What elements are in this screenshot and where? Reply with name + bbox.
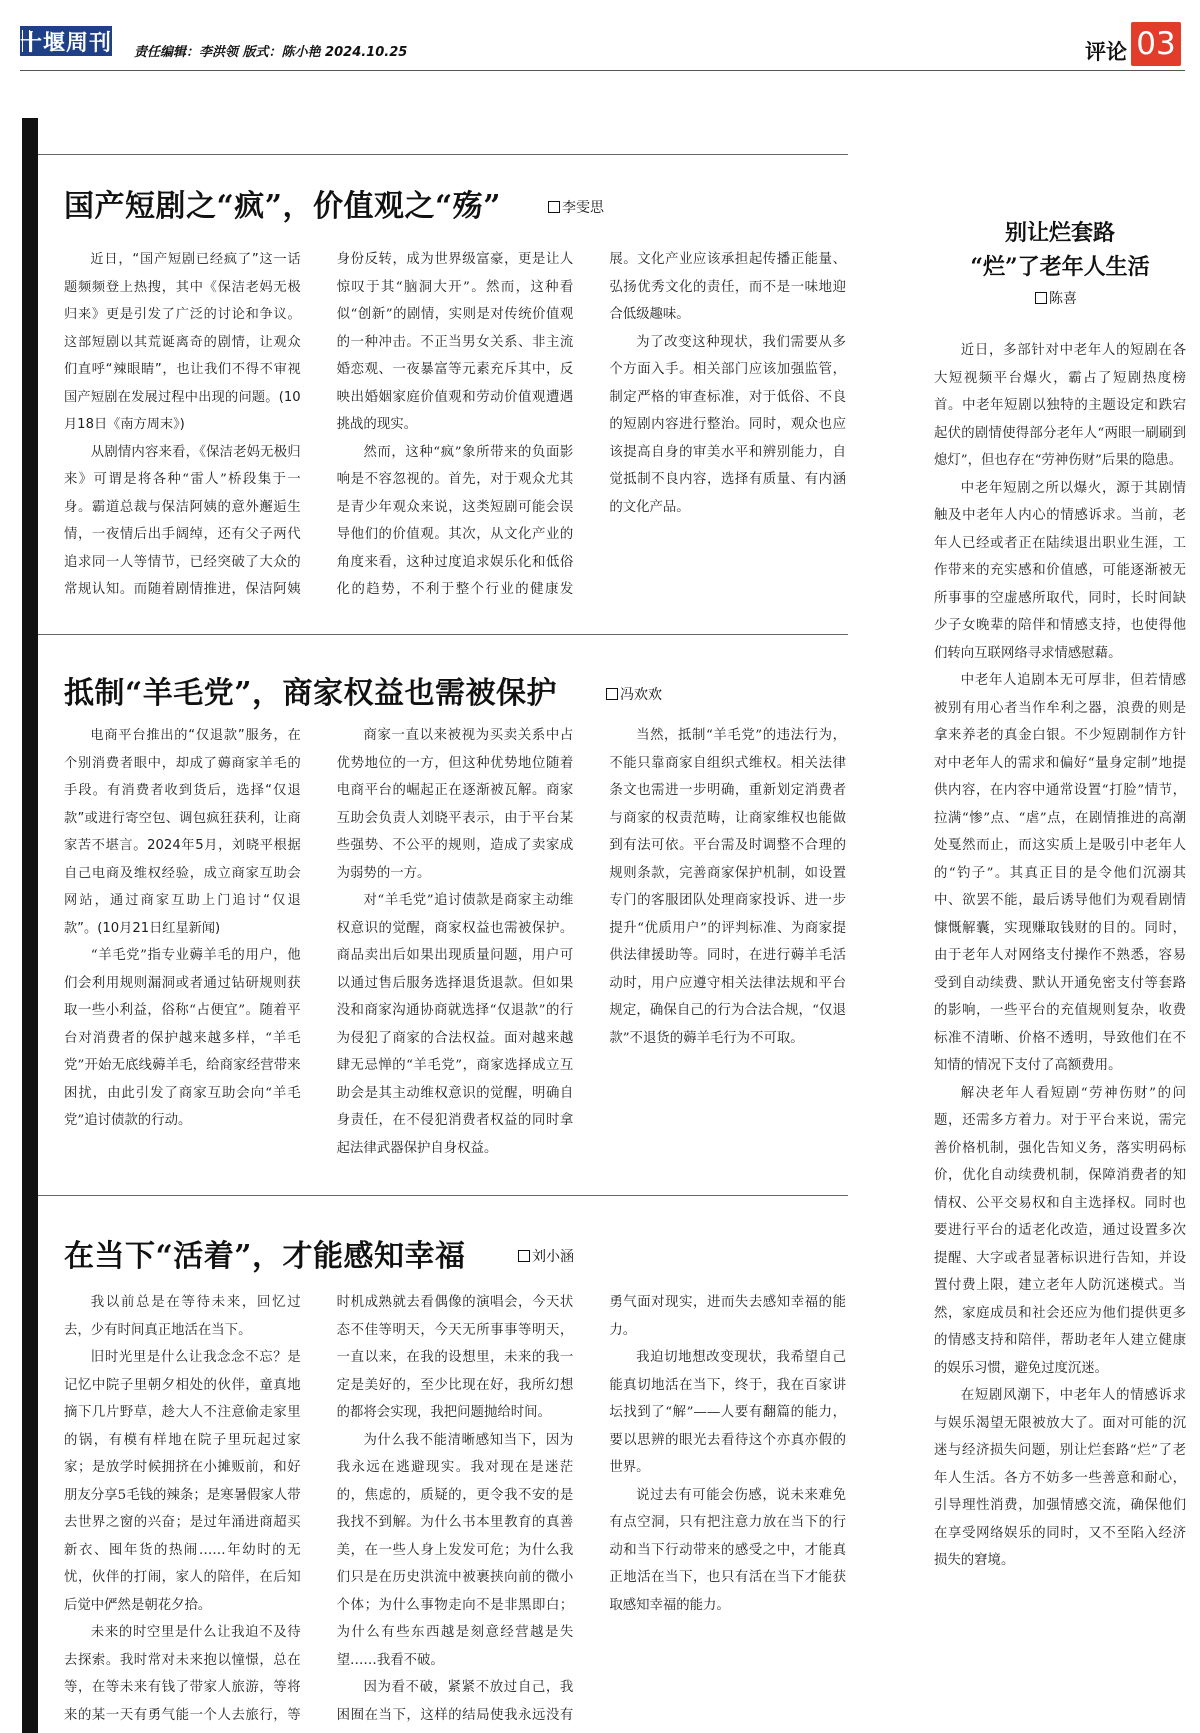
article-2-byline (606, 684, 662, 704)
sidebar-paragraph: 中老年人追剧本无可厚非，但若情感被别有用心者当作牟利之器，浪费的则是拿来养老的真金白银。不少短剧制作方针对中老年人的需求和偏好“量身定制”地提供内容，在内容中通常设置“打脸”情节，拉满“惨”点、“虐”点，在剧情推进的高潮处戛然而止，而这实质上是吸引中老年人的“钓子”。其真正目的是令他们沉溺其中、欲罢不能，最后诱导他们为观看剧情慷慨解囊，实现赚取钱财的目的。同时，由于老年人对网络支付操作不熟悉，容易受到自动续费、默认开通免密支付等套路的影响，一些平台的充值规则复杂，收费标准不清晰、价格不透明，导致他们在不知情的情况下支付了高额费用。 (934, 673, 1186, 1073)
byline-box-icon (1035, 292, 1047, 304)
byline-box-icon (548, 201, 560, 213)
sidebar-title-line-2: “烂”了老年人生活 (970, 254, 1150, 280)
article-3-title: 在当下“活着”，才能感知幸福 (64, 1239, 466, 1274)
article-2-body (64, 722, 846, 1167)
masthead-logo (20, 26, 112, 56)
article-2-paragraph: 当然，抵制“羊毛党”的违法行为，不能只靠商家自组织式维权。相关法律条文也需进一步明确，重新划定消费者与商家的权责范畴，让商家维权也能做到有法可依。平台需及时调整不合理的规则条款，完善商家保护机制，如设置专门的客服团队处理商家投诉、进一步提升“优质用户”的评判标准、为商家提供法律援助等。同时，在进行薅羊毛活动时，用户应遵守相关法律法规和平台规定，确保自己的行为合法合规，“仅退款”不退货的薅羊毛行为不可取。 (609, 728, 846, 1046)
masthead-ornament (22, 30, 30, 52)
sidebar-byline (1035, 288, 1077, 308)
sidebar-paragraph: 中老年短剧之所以爆火，源于其剧情触及中老年人内心的情感诉求。当前，老年人已经或者正在陆续退出职业生涯，工作带来的充实感和价值感，可能逐渐被无所事事的空虚感所取代，同时，长时间缺少子女晚辈的陪伴和情感支持，也使得他们转向互联网络寻求情感慰藉。 (934, 480, 1186, 661)
article-3-body (64, 1289, 846, 1729)
article-1-paragraph: 为了改变这种现状，我们需要从多个方面入手。相关部门应该加强监管，制定严格的审查标准，对于低俗、不良的短剧内容进行整治。同时，观众也应该提高自身的审美水平和辨别能力，自觉抵制不良内容，选择有质量、有内涵的文化产品。 (609, 334, 846, 515)
sidebar-title-line-1: 别让烂套路 (1004, 220, 1115, 246)
article-divider (38, 1195, 848, 1196)
article-3-paragraph: 旧时光里是什么让我念念不忘？是记忆中院子里朝夕相处的伙伴，童真地摘下几片野草，趁大人不注意偷走家里的锅，有模有样地在院子里玩起过家家；是放学时候拥挤在小摊贩前，和好朋友分享5毛钱的辣条；是寒暑假家人带去世界之窗的兴奋；是过年涌进商超买新衣、囤年货的热闹……年幼时的无忧，伙伴的打闹，家人的陪伴，在后知后觉中俨然是朝花夕拾。 (64, 1350, 301, 1613)
sidebar-paragraph: 在短剧风潮下，中老年人的情感诉求与娱乐渴望无限被放大了。面对可能的沉迷与经济损失问题，别让烂套路“烂”了老年人生活。各方不妨多一些善意和耐心，引导理性消费，加强情感交流，确保他们在享受网络娱乐的同时，又不至陷入经济损失的窘境。 (934, 1388, 1186, 1568)
article-2-paragraph: 对“羊毛党”追讨债款是商家主动维权意识的觉醒，商家权益也需被保护。商品卖出后如果出现质量问题，用户可以通过售后服务选择退货退款。但如果没和商家沟通协商就选择“仅退款”的行为侵犯了商家的合法权益。面对越来越肆无忌惮的“羊毛党”，商家选择成立互助会是其主动维权意识的觉醒，明确自身责任，在不侵犯消费者权益的同时拿起法律武器保护自身权益。 (336, 893, 574, 1156)
left-decor-bar (22, 118, 38, 1733)
article-3-paragraph: 我以前总是在等待未来，回忆过去，少有时间真正地活在当下。 (64, 1295, 301, 1338)
article-3-byline (518, 1246, 574, 1266)
header-rule (20, 70, 1185, 71)
byline-box-icon (606, 688, 618, 700)
article-2-paragraph: 商家一直以来被视为买卖关系中占优势地位的一方，但这种优势地位随着电商平台的崛起正在逐渐被瓦解。商家互助会负责人刘晓平表示，由于平台某些强势、不公平的规则，造成了卖家成为弱势的一方。 (336, 728, 574, 881)
article-3-paragraph: 说过去有可能会伤感，说未来难免有点空洞，只有把注意力放在当下的行动和当下行动带来的感受之中，才能真正地活在当下，也只有活在当下才能获取感知幸福的能力。 (609, 1487, 846, 1613)
sidebar-paragraph: 解决老年人看短剧“劳神伤财”的问题，还需多方着力。对于平台来说，需完善价格机制，强化告知义务，落实明码标价，优化自动续费机制，保障消费者的知情权、公平交易权和自主选择权。同时也要进行平台的适老化改造，通过设置多次提醒、大字或者显著标识进行告知，并设置付费上限，建立老年人防沉迷模式。当然，家庭成员和社会还应为他们提供更多的情感支持和陪伴，帮助老年人建立健康的娱乐习惯，避免过度沉迷。 (934, 1085, 1186, 1376)
article-2-title: 抵制“羊毛党”，商家权益也需被保护 (64, 676, 558, 711)
article-1-paragraph: 近日，“国产短剧已经疯了”这一话题频频登上热搜，其中《保洁老妈无极归来》更是引发了广泛的讨论和争议。这部短剧以其荒诞离奇的剧情，让观众们直呼“辣眼睛”，也让我们不得不审视国产短剧在发展过程中出现的问题。(10月18日《南方周末》) (64, 252, 301, 432)
article-1-byline (548, 197, 604, 217)
article-2-author: 冯欢欢 (620, 687, 662, 703)
sidebar-paragraph: 近日，多部针对中老年人的短剧在各大短视频平台爆火，霸占了短剧热度榜首。中老年短剧以独特的主题设定和跌宕起伏的剧情使得部分老年人“两眼一刷刷到熄灯”，但也存在“劳神伤财”后果的隐患。 (934, 343, 1186, 468)
byline-box-icon (518, 1250, 530, 1262)
page-number-badge: 03 (1131, 22, 1181, 66)
sidebar-body (934, 337, 1186, 1733)
article-3-paragraph: 为什么我不能清晰感知当下，因为我永远在逃避现实。我对现在是迷茫的，焦虑的，质疑的，更令我不安的是我找不到解。为什么书本里教育的真善美，在一些人身上发发可危；为什么我们只是在历史洪流中被裹挟向前的微小个体；为什么事物走向不是非黑即白；为什么有些东西越是刻意经营越是失望……我看不破。 (336, 1432, 574, 1668)
article-2-paragraph: “羊毛党”指专业薅羊毛的用户，他们会利用规则漏洞或者通过钻研规则获取一些小利益，俗称“占便宜”。随着平台对消费者的保护越来越多样，“羊毛党”开始无底线薅羊毛，给商家经营带来困扰，由此引发了商家互助会向“羊毛党”追讨债款的行动。 (64, 948, 301, 1128)
article-divider (38, 634, 848, 635)
article-1-body (64, 246, 846, 606)
masthead-title: 十堰周刊 (20, 29, 113, 56)
article-3-paragraph: 因为看不破，紧紧不放过自己，我困囿在当下，这样的结局使我永远没有勇气面对现实，进而失去感知幸福的能力。 (336, 1295, 846, 1723)
article-1-paragraph: 从剧情内容来看，《保洁老妈无极归来》可谓是将各种“雷人”桥段集于一身。霸道总裁与保洁阿姨的意外邂逅生情，一夜情后出手阔绰，还有父子两代追求同一人等情节，已经突破了大众的常规认知。而随着剧情推进，保洁阿姨身份反转，成为世界级富豪，更是让人惊叹于其“脑洞大开”。然而，这种看似“创新”的剧情，实则是对传统价值观的一种冲击。不正当男女关系、非主流婚恋观、一夜暴富等元素充斥其中，反映出婚姻家庭价值观和劳动价值观遭遇挑战的现实。 (64, 252, 574, 597)
article-3-paragraph: 我迫切地想改变现状，我希望自己能真切地活在当下，终于，我在百家讲坛找到了“解”——人要有翻篇的能力，要以思辨的眼光去看待这个亦真亦假的世界。 (609, 1350, 846, 1475)
article-divider (38, 154, 848, 155)
sidebar-author: 陈喜 (1049, 291, 1077, 307)
article-2-paragraph: 电商平台推出的“仅退款”服务，在个别消费者眼中，却成了薅商家羊毛的手段。有消费者收到货后，选择“仅退款”或进行寄空包、调包疯狂获利，让商家苦不堪言。2024年5月，刘晓平根据自己电商及维权经验，成立商家互助会网站，通过商家互助上门追讨“仅退款”。(10月21日红星新闻) (64, 728, 301, 936)
editor-credits: 责任编辑：李洪领 版式：陈小艳 2024.10.25 (134, 45, 408, 60)
article-1-author: 李雯思 (562, 200, 604, 216)
article-1-paragraph: 然而，这种“疯”象所带来的负面影响是不容忽视的。首先，对于观众尤其是青少年观众来说，这类短剧可能会误导他们的价值观。其次，从文化产业的角度来看，这种过度追求娱乐化和低俗化的趋势，不利于整个行业的健康发展。文化产业应该承担起传播正能量、弘扬优秀文化的责任，而不是一味地迎合低级趣味。 (336, 252, 846, 597)
article-3-author: 刘小涵 (532, 1249, 574, 1265)
article-3-paragraph: 未来的时空里是什么让我迫不及待去探索。我时常对未来抱以憧憬，总在等，在等未来有钱了带家人旅游，等将来的某一天有勇气能一个人去旅行，等时机成熟就去看偶像的演唱会，今天状态不佳等明天，今天无所事事等明天，一直以来，在我的设想里，未来的我一定是美好的，至少比现在好，我所幻想的都将会实现，我把问题抛给时间。 (64, 1295, 574, 1723)
section-label: 评论 (1085, 40, 1127, 64)
article-1-title: 国产短剧之“疯”，价值观之“殇” (64, 189, 502, 224)
